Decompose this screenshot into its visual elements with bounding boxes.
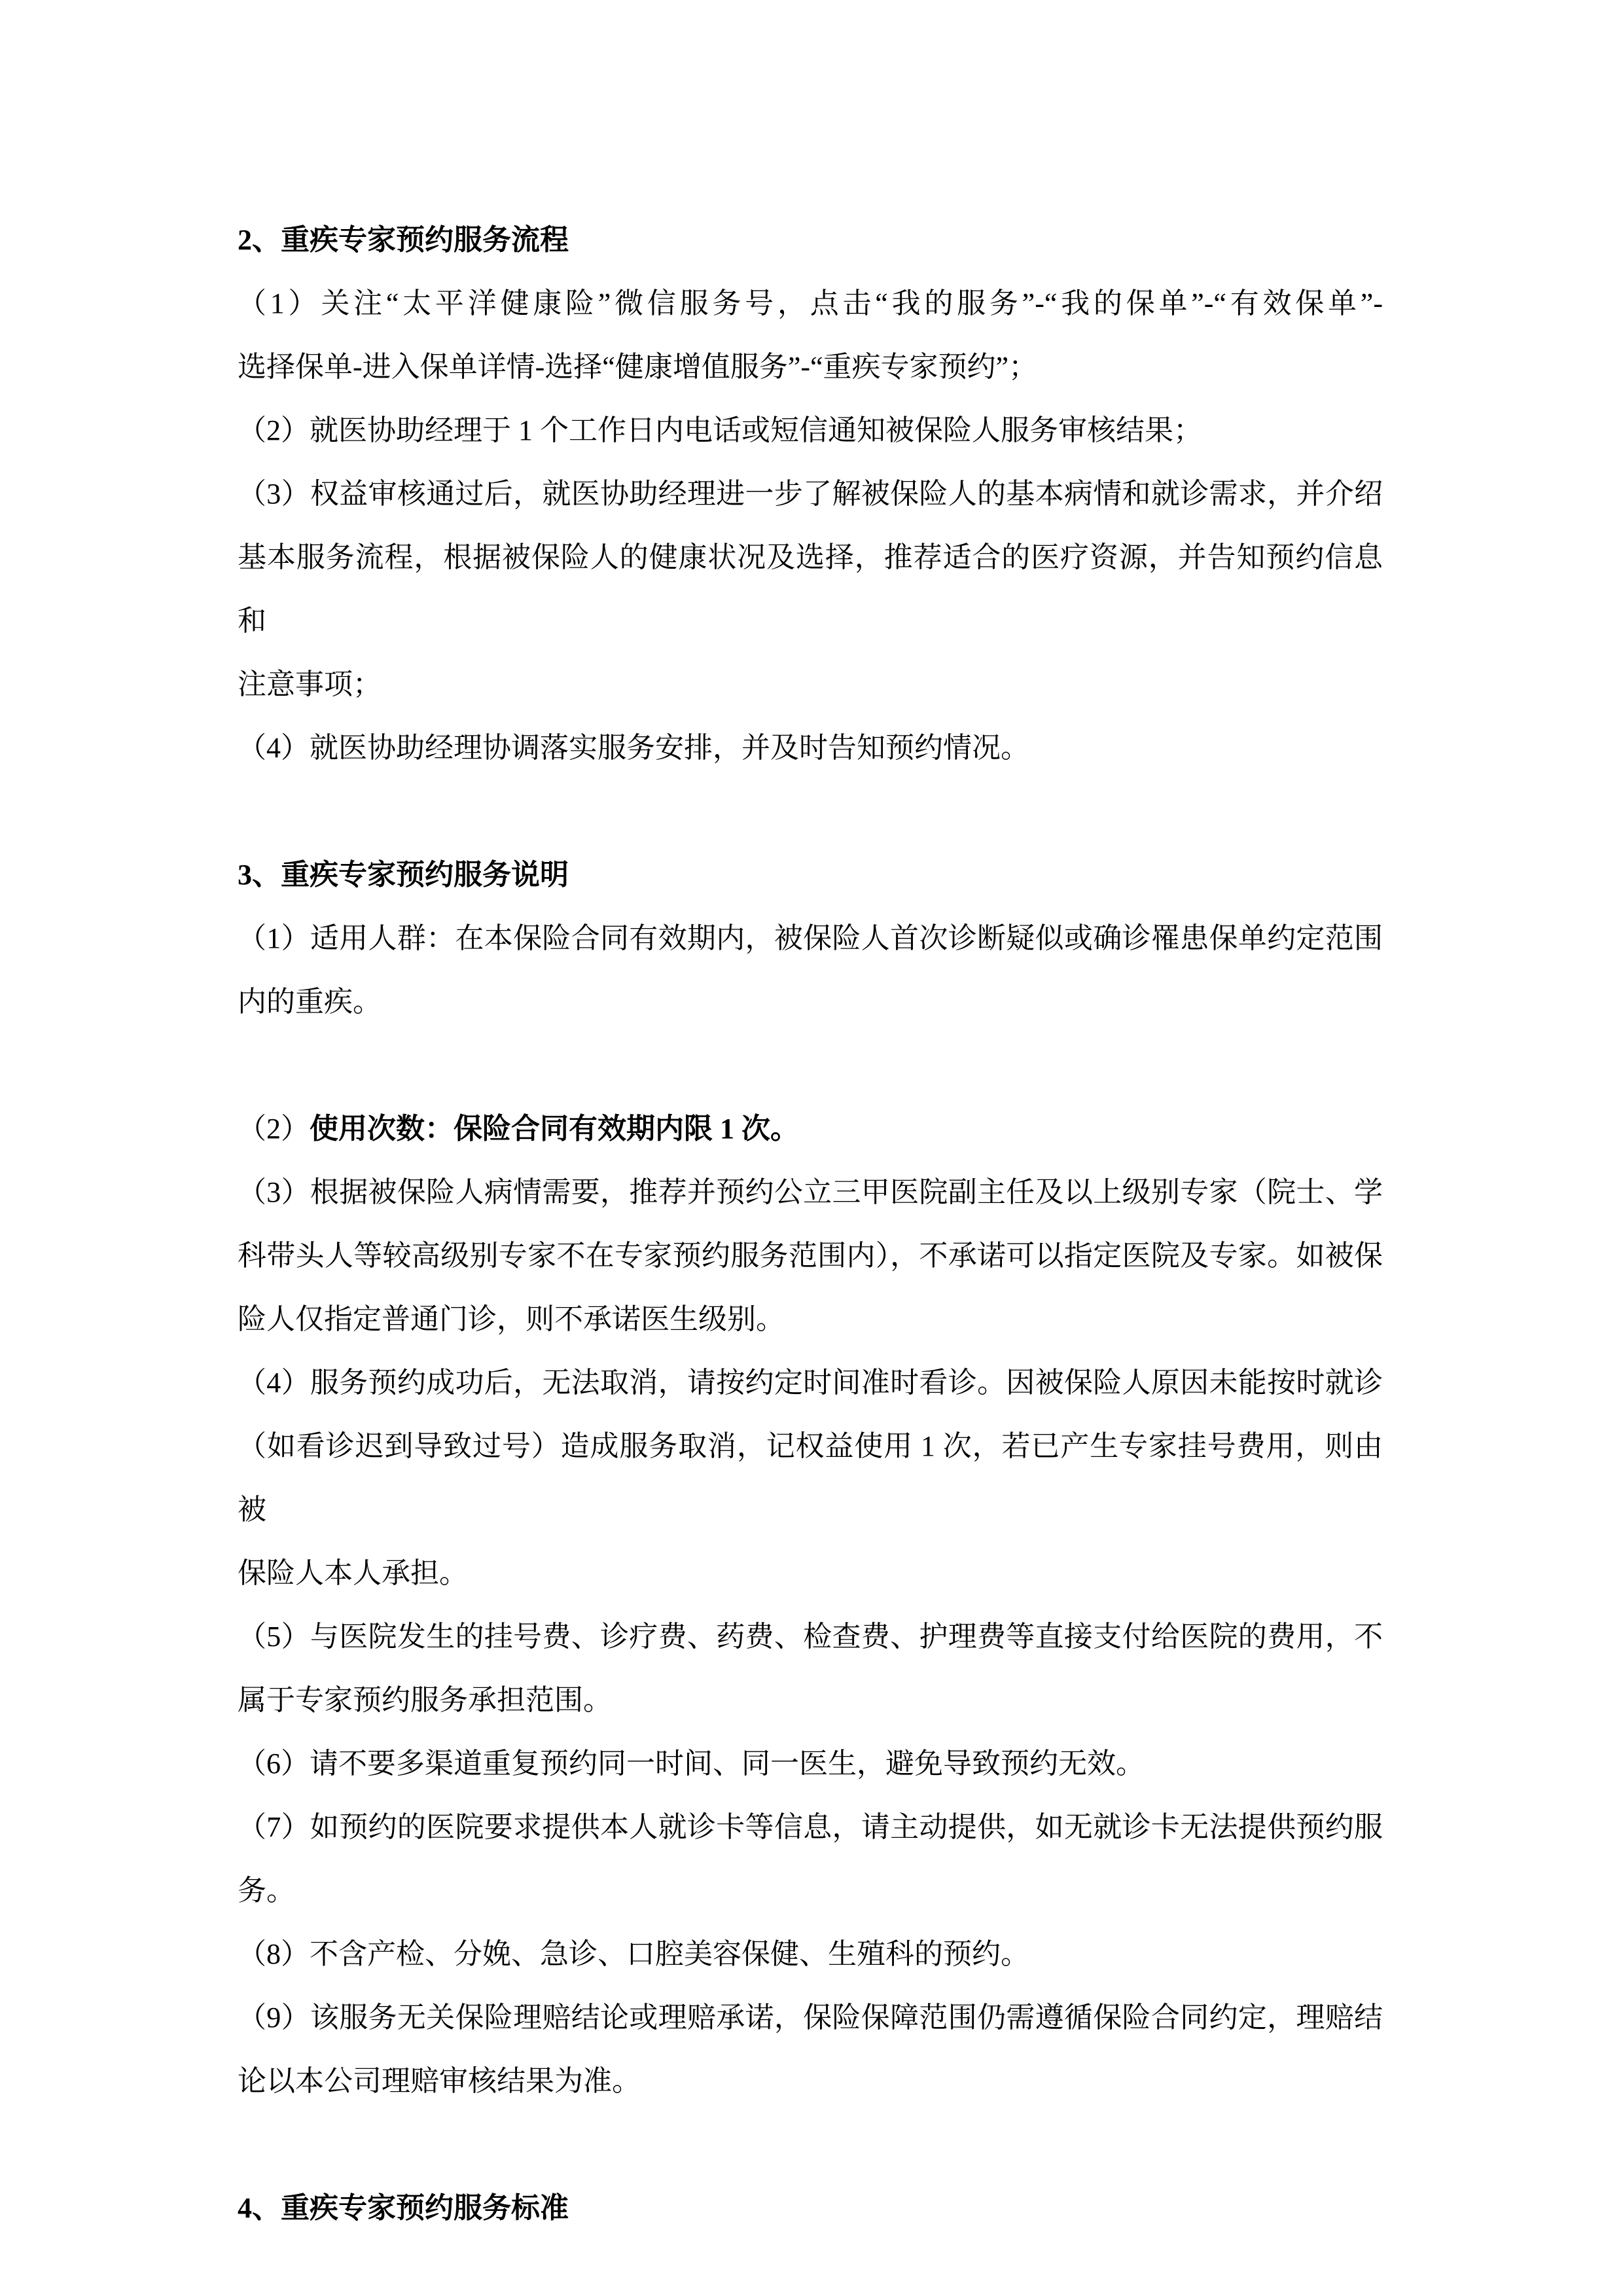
- paragraph: [238, 1795, 1383, 1922]
- paragraph: [238, 1605, 1383, 1732]
- section-heading-2: 2、重疾专家预约服务流程: [238, 224, 569, 256]
- paragraph-line: （1）适用人群：在本保险合同有效期内，被保险人首次诊断疑似或确诊罹患保单约定范围: [238, 922, 1383, 954]
- paragraph-line: 选择保单-进入保单详情-选择“健康增值服务”-“重疾专家预约”；: [238, 351, 1038, 383]
- paragraph-line: 内的重疾。: [238, 986, 382, 1018]
- paragraph-line: 基本服务流程，根据被保险人的健康状况及选择，推荐适合的医疗资源，并告知预约信息和: [238, 541, 1383, 637]
- paragraph: [238, 462, 1383, 716]
- paragraph-line: 论以本公司理赔审核结果为准。: [238, 2065, 641, 2097]
- paragraph-line: 属于专家预约服务承担范围。: [238, 1684, 612, 1716]
- paragraph-line: （3）权益审核通过后，就医协助经理进一步了解被保险人的基本病情和就诊需求，并介绍: [238, 478, 1383, 510]
- paragraph-line: 科带头人等较高级别专家不在专家预约服务范围内），不承诺可以指定医院及专家。如被保: [238, 1240, 1383, 1272]
- paragraph-line: （8）不含产检、分娩、急诊、口腔美容保健、生殖科的预约。: [238, 1938, 1029, 1970]
- paragraph-line: （2）就医协助经理于 1 个工作日内电话或短信通知被保险人服务审核结果；: [238, 414, 1202, 446]
- section-heading-3: 3、重疾专家预约服务说明: [238, 859, 569, 891]
- paragraph: [238, 1986, 1383, 2113]
- paragraph-line: （7）如预约的医院要求提供本人就诊卡等信息，请主动提供，如无就诊卡无法提供预约服: [238, 1811, 1383, 1843]
- list-marker: （2）: [238, 1113, 310, 1145]
- bold-emphasis-text: 使用次数：保险合同有效期内限 1 次。: [310, 1113, 799, 1145]
- paragraph-usage-count: [238, 1097, 1383, 1160]
- paragraph-line: （4）服务预约成功后，无法取消，请按约定时间准时看诊。因被保险人原因未能按时就诊: [238, 1367, 1383, 1399]
- paragraph: [238, 1922, 1383, 1986]
- section-heading-4: 4、重疾专家预约服务标准: [238, 2192, 569, 2224]
- paragraph: [238, 1351, 1383, 1605]
- paragraph: [238, 272, 1383, 399]
- paragraph-line: （6）请不要多渠道重复预约同一时间、同一医生，避免导致预约无效。: [238, 1748, 1145, 1780]
- paragraph-line: （9）该服务无关保险理赔结论或理赔承诺，保险保障范围仍需遵循保险合同约定，理赔结: [238, 2001, 1383, 2034]
- paragraph-line: （4）就医协助经理协调落实服务安排，并及时告知预约情况。: [238, 732, 1029, 764]
- paragraph-line: 险人仅指定普通门诊，则不承诺医生级别。: [238, 1303, 785, 1335]
- paragraph-line: 注意事项；: [238, 668, 382, 700]
- paragraph-line: 务。: [238, 1874, 295, 1907]
- paragraph-line: 保险人本人承担。: [238, 1557, 468, 1589]
- paragraph-line: [238, 1097, 1383, 1160]
- paragraph: [238, 399, 1383, 462]
- paragraph: [238, 1732, 1383, 1795]
- paragraph-line: （3）根据被保险人病情需要，推荐并预约公立三甲医院副主任及以上级别专家（院士、学: [238, 1176, 1383, 1208]
- paragraph: [238, 906, 1383, 1033]
- paragraph: [238, 716, 1383, 780]
- paragraph-line: （如看诊迟到导致过号）造成服务取消，记权益使用 1 次，若已产生专家挂号费用，则由被: [238, 1430, 1383, 1526]
- paragraph: [238, 1160, 1383, 1351]
- paragraph-line: （5）与医院发生的挂号费、诊疗费、药费、检查费、护理费等直接支付给医院的费用，不: [238, 1621, 1383, 1653]
- paragraph-line: （1）关注“太平洋健康险”微信服务号，点击“我的服务”-“我的保单”-“有效保单”-: [238, 287, 1383, 319]
